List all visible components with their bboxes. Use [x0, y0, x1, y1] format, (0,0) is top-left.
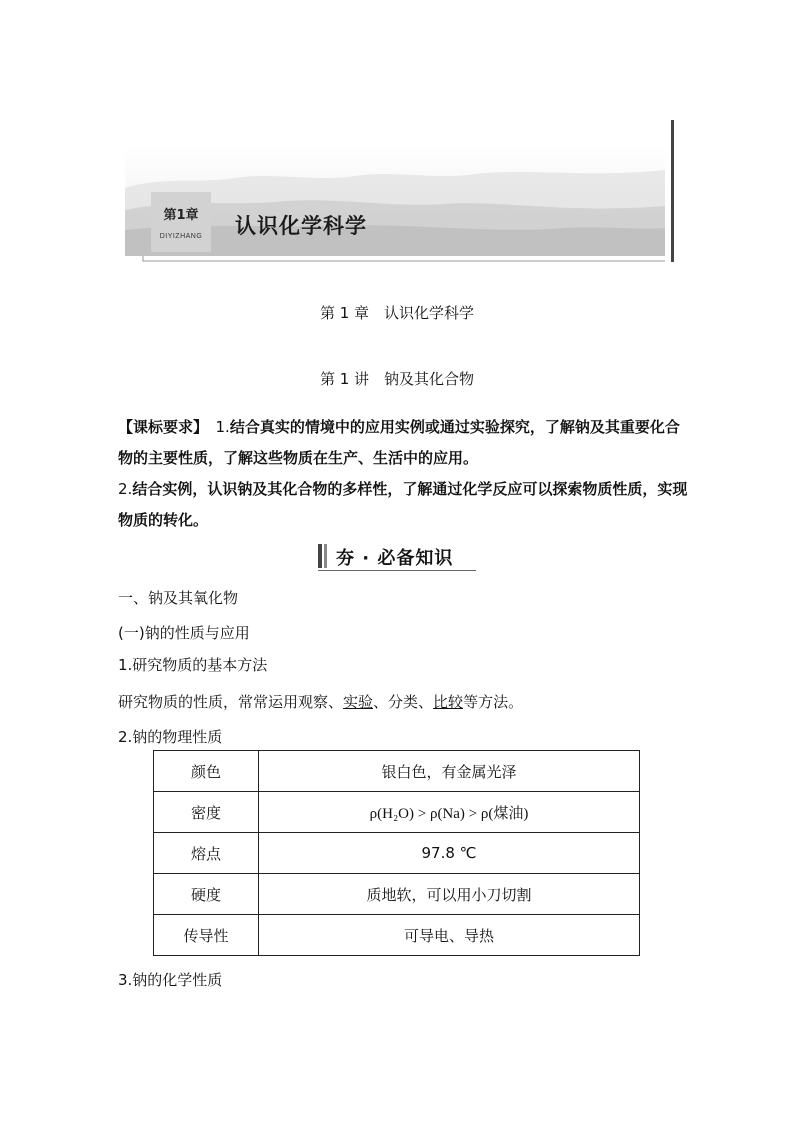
section-header: [318, 543, 476, 571]
property-value: 97.8 ℃: [259, 833, 640, 874]
section-title: 夯 · 必备知识: [336, 548, 454, 569]
requirements-item1-lead: 1.: [200, 418, 230, 436]
banner-title: 认识化学科学: [235, 214, 367, 238]
property-name: 颜色: [154, 751, 259, 792]
chapter-pinyin: DIYIZHANG: [159, 233, 203, 240]
physical-properties-table: [153, 750, 640, 956]
table-row: [154, 915, 640, 956]
section-underline: [318, 570, 476, 571]
heading-chemical-properties: 3.钠的化学性质: [118, 971, 223, 989]
chapter-banner: [125, 118, 677, 263]
property-name: 熔点: [154, 833, 259, 874]
property-value: ρ(H₂O) > ρ(Na) > ρ(煤油): [259, 792, 640, 833]
property-value: 可导电、导热: [259, 915, 640, 956]
table-row: [154, 833, 640, 874]
chapter-badge: [151, 192, 211, 252]
section-bar-secondary: [324, 544, 327, 568]
methods-blank-2: 比较: [433, 693, 464, 711]
heading-physical-properties: 2.钠的物理性质: [118, 728, 223, 746]
property-name: 传导性: [154, 915, 259, 956]
methods-suffix: 等方法。: [463, 693, 524, 711]
chapter-number: 第1章: [163, 208, 199, 223]
requirements-item1-text: 结合真实的情境中的应用实例或通过实验探究，了解钠及其重要化合物的主要性质，了解这些物质在生产、生活中的应用。: [118, 418, 680, 467]
property-value: 质地软，可以用小刀切割: [259, 874, 640, 915]
table-row: [154, 792, 640, 833]
property-name: 密度: [154, 792, 259, 833]
heading-basic-methods: 1.研究物质的基本方法: [118, 656, 268, 674]
requirements-paragraph-1: [118, 412, 688, 474]
heading-sodium-properties: (一)钠的性质与应用: [118, 624, 250, 642]
requirements-paragraph-2: [118, 474, 688, 536]
requirements-label: 【课标要求】: [118, 418, 201, 436]
requirements-item2-text: 结合实例，认识钠及其化合物的多样性，了解通过化学反应可以探索物质性质，实现物质的转化。: [118, 480, 688, 529]
property-name: 硬度: [154, 874, 259, 915]
table-row: [154, 751, 640, 792]
requirements-item2-lead: 2.: [118, 480, 133, 498]
methods-prefix: 研究物质的性质，常常运用观察、: [118, 693, 344, 711]
property-value: 银白色，有金属光泽: [259, 751, 640, 792]
heading-sodium-oxides: 一、钠及其氧化物: [118, 589, 239, 607]
table-row: [154, 874, 640, 915]
methods-mid: 、分类、: [373, 693, 434, 711]
methods-sentence: [118, 691, 523, 712]
section-bar: [318, 544, 322, 568]
lecture-heading: 第 1 讲 钠及其化合物: [319, 370, 475, 388]
methods-blank-1: 实验: [343, 693, 374, 711]
chapter-heading: 第 1 章 认识化学科学: [319, 304, 475, 322]
